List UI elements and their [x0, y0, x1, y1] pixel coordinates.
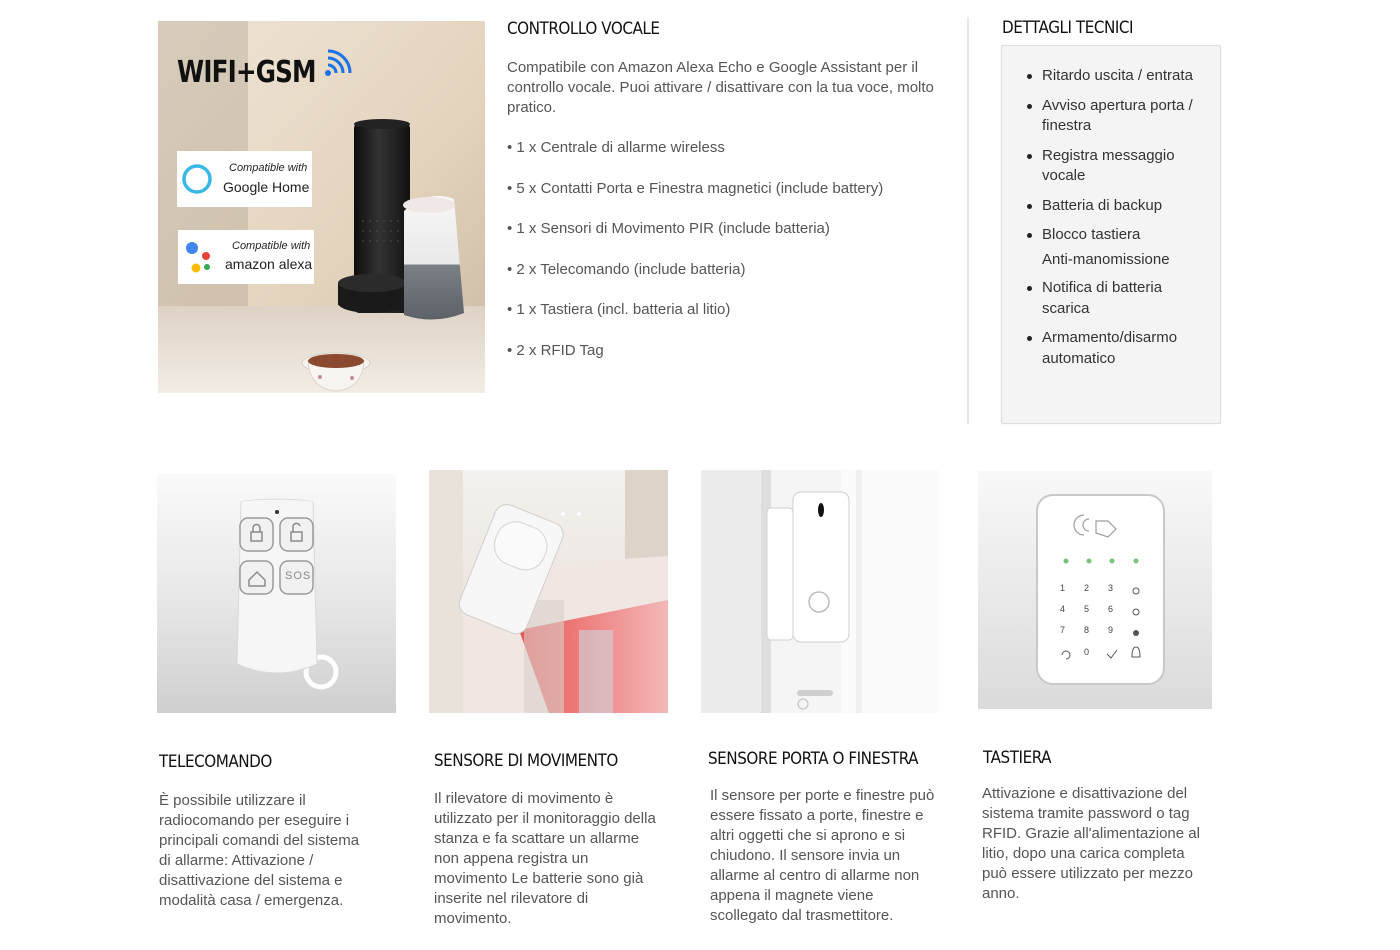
voice-items-list	[507, 138, 952, 381]
key-8: 8	[1084, 625, 1090, 635]
tech-details-box	[1001, 45, 1221, 424]
google-assistant-ring-icon	[180, 161, 214, 197]
list-item: • 2 x Telecomando (include batteria)	[507, 260, 746, 278]
bullet-icon	[1027, 286, 1032, 291]
keypad-grid	[1056, 583, 1128, 663]
remote-image	[157, 474, 396, 713]
column-divider	[967, 17, 969, 424]
tech-item: Blocco tastiera	[1027, 225, 1207, 246]
key-5: 5	[1084, 604, 1090, 614]
list-item: • 5 x Contatti Porta e Finestra magnetici (include battery)	[507, 179, 884, 197]
product-title-motion: SENSORE DI MOVIMENTO	[434, 751, 618, 770]
badge-line1: Compatible with	[232, 240, 311, 252]
tech-item: Ritardo uscita / entrata	[1027, 66, 1207, 87]
google-assistant-dots-icon	[182, 238, 218, 278]
key-0: 0	[1084, 647, 1090, 657]
keypad-image	[978, 471, 1212, 709]
product-description-remote: È possibile utilizzare il radiocomando per eseguire i principali comandi del sistema di allarme: Attivazione / disattivazione del sistema e modalità casa / emergenza.	[159, 792, 360, 909]
voice-description: Compatibile con Amazon Alexa Echo e Google Assistant per il controllo vocale. Puoi attivare / disattivare con la tua voce, molto pratico.	[507, 59, 934, 116]
tech-title: DETTAGLI TECNICI	[1002, 18, 1134, 37]
key-7: 7	[1060, 625, 1066, 635]
alexa-badge	[178, 230, 314, 284]
tech-item: Armamento/disarmo automatico	[1027, 328, 1207, 369]
bullet-icon	[1027, 74, 1032, 79]
bullet-icon	[1027, 104, 1032, 109]
product-title-keypad: TASTIERA	[983, 748, 1052, 767]
key-2: 2	[1084, 583, 1090, 593]
product-title-door: SENSORE PORTA O FINESTRA	[708, 749, 919, 768]
bullet-icon	[1027, 336, 1032, 341]
key-6: 6	[1108, 604, 1114, 614]
tech-item: Batteria di backup	[1027, 196, 1207, 217]
list-item: • 1 x Tastiera (incl. batteria al litio)	[507, 301, 731, 318]
product-description-keypad: Attivazione e disattivazione del sistema tramite password o tag RFID. Grazie all'alimentazione al litio, dopo una carica completa può essere utilizzato per mezzo anno.	[982, 785, 1200, 902]
list-item: • 1 x Sensori di Movimento PIR (include batteria)	[507, 220, 830, 237]
voice-title: CONTROLLO VOCALE	[507, 19, 660, 38]
door-sensor-image	[701, 470, 939, 713]
badge-line2: Google Home	[223, 179, 310, 195]
bullet-icon	[1027, 154, 1032, 159]
key-4: 4	[1060, 604, 1066, 614]
bullet-icon	[1027, 204, 1032, 209]
google-home-badge	[177, 151, 312, 207]
tech-item: Notifica di batteria scarica	[1027, 278, 1207, 319]
list-item: • 2 x RFID Tag	[507, 341, 604, 359]
banner-text: WIFI+GSM	[177, 55, 316, 90]
sos-key-label: SOS	[285, 570, 312, 582]
key-3: 3	[1108, 583, 1114, 593]
tech-item: Anti-manomissione	[1042, 250, 1170, 268]
key-9: 9	[1108, 625, 1114, 635]
wifi-icon	[322, 47, 356, 84]
product-title-remote: TELECOMANDO	[159, 752, 272, 771]
badge-line2: amazon alexa	[225, 256, 313, 272]
motion-sensor-image	[429, 470, 668, 713]
bullet-icon	[1027, 233, 1032, 238]
tech-item: Avviso apertura porta / finestra	[1027, 96, 1207, 137]
badge-line1: Compatible with	[229, 162, 308, 174]
hero-image	[158, 21, 485, 393]
tech-item: Registra messaggio vocale	[1027, 146, 1207, 187]
key-1: 1	[1060, 583, 1066, 593]
product-description-motion: Il rilevatore di movimento è utilizzato per il monitoraggio della stanza e fa scattare un allarme non appena registra un movimento Le batterie sono già inserite nel rilevatore di movimento.	[434, 790, 656, 927]
list-item: • 1 x Centrale di allarme wireless	[507, 139, 725, 156]
product-description-door: Il sensore per porte e finestre può essere fissato a porte, finestre e altri oggetti che si aprono e si chiudono. Il sensore invia un allarme al centro di allarme non appena il magnete viene scollegato dal trasmettitore.	[710, 787, 935, 924]
